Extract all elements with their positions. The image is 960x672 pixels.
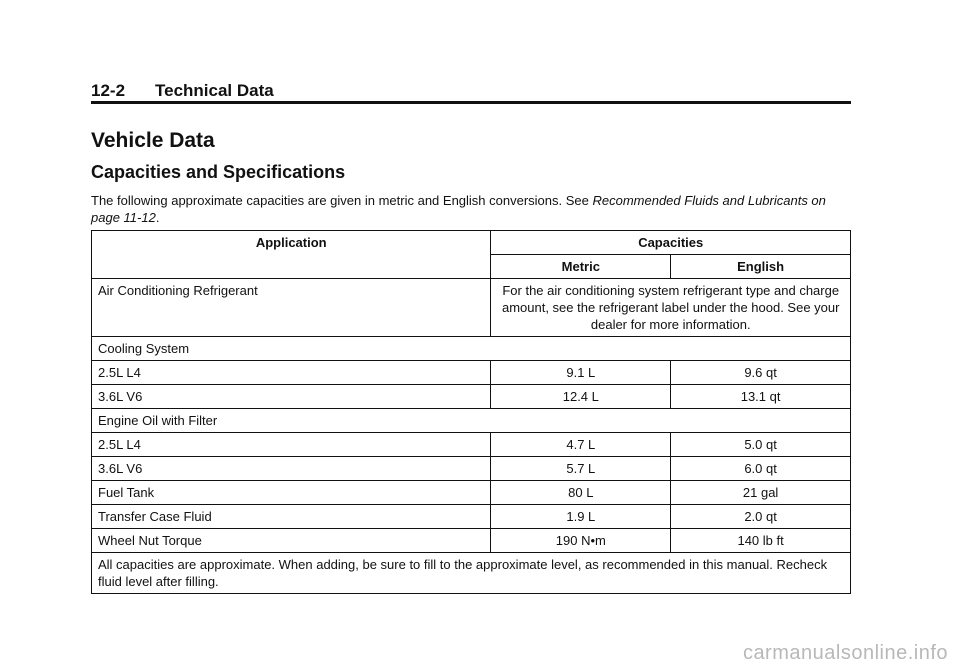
subsection-title: Capacities and Specifications [91, 162, 346, 182]
metric-header: Metric [491, 255, 671, 279]
metric-cell: 190 N•m [491, 529, 671, 553]
header-rule [91, 101, 851, 104]
metric-cell: 12.4 L [491, 385, 671, 409]
capacities-table [91, 230, 851, 594]
page-header [91, 80, 851, 102]
watermark: carmanualsonline.info [742, 642, 948, 664]
metric-cell: 1.9 L [491, 505, 671, 529]
oil-label: Engine Oil with Filter [92, 409, 851, 433]
metric-cell: 9.1 L [491, 361, 671, 385]
metric-cell: 4.7 L [491, 433, 671, 457]
application-cell: Fuel Tank [92, 481, 491, 505]
engine-cell: 3.6L V6 [92, 457, 491, 481]
table-row [92, 385, 851, 409]
table-footnote: All capacities are approximate. When adding, be sure to fill to the approximate level, as recommended in this manual. Recheck fluid level after filling. [92, 553, 851, 594]
table-row [92, 279, 851, 337]
cross-reference-link[interactable]: Recommended Fluids and Lubricants on page 11-12 [91, 193, 826, 225]
english-cell: 9.6 qt [671, 361, 851, 385]
engine-cell: 2.5L L4 [92, 433, 491, 457]
english-header: English [671, 255, 851, 279]
english-cell: 13.1 qt [671, 385, 851, 409]
ac-note: For the air conditioning system refrigerant type and charge amount, see the refrigerant label under the hood. See your dealer for more information. [491, 279, 851, 337]
english-cell: 140 lb ft [671, 529, 851, 553]
intro-end: . [155, 210, 160, 225]
table-row [92, 433, 851, 457]
chapter-title: Technical Data [155, 81, 274, 100]
english-cell: 6.0 qt [671, 457, 851, 481]
table-row [92, 505, 851, 529]
english-cell: 2.0 qt [671, 505, 851, 529]
intro-paragraph [91, 192, 851, 226]
application-cell: Wheel Nut Torque [92, 529, 491, 553]
ac-label: Air Conditioning Refrigerant [92, 279, 491, 337]
english-cell: 5.0 qt [671, 433, 851, 457]
table-row [92, 409, 851, 433]
engine-cell: 3.6L V6 [92, 385, 491, 409]
engine-cell: 2.5L L4 [92, 361, 491, 385]
english-cell: 21 gal [671, 481, 851, 505]
cooling-label: Cooling System [92, 337, 851, 361]
table-row [92, 457, 851, 481]
application-cell: Transfer Case Fluid [92, 505, 491, 529]
section-title: Vehicle Data [91, 129, 215, 152]
table-row [92, 481, 851, 505]
page-number: 12-2 [91, 81, 126, 100]
application-header: Application [92, 231, 491, 279]
intro-text: The following approximate capacities are given in metric and English conversions. See [91, 193, 593, 208]
table-row [92, 529, 851, 553]
table-row [92, 337, 851, 361]
table-row [92, 553, 851, 594]
metric-cell: 80 L [491, 481, 671, 505]
table-row [92, 361, 851, 385]
capacities-header: Capacities [491, 231, 851, 255]
metric-cell: 5.7 L [491, 457, 671, 481]
